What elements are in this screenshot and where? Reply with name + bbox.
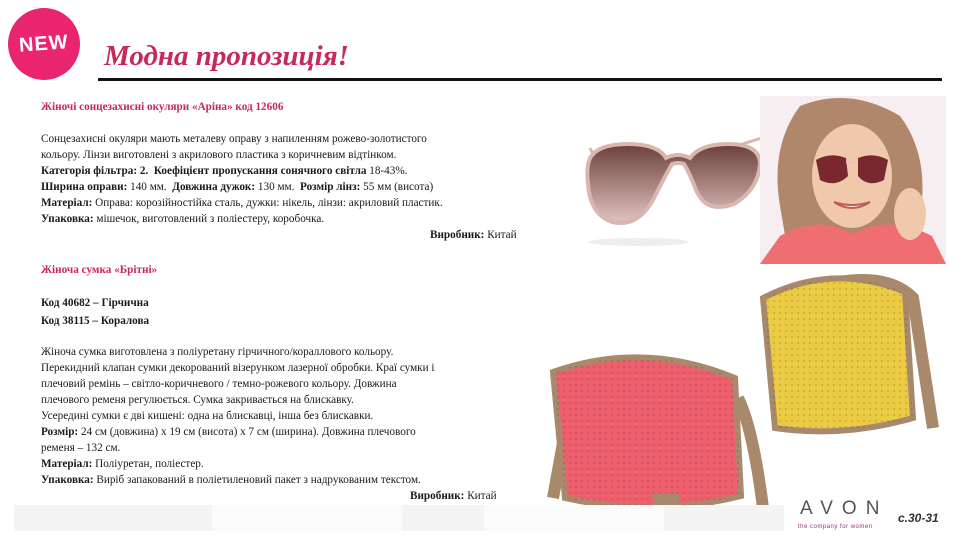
light-label: Коефіцієнт пропускання сонячного світла (153, 165, 367, 177)
avon-logo: AVON (800, 498, 889, 519)
new-badge-label: NEW (18, 30, 70, 57)
glasses-desc-line-1: Сонцезахисні окуляри мають металеву оправу з напиленням рожево-золотистого (41, 133, 427, 145)
bag-code-coral: Код 38115 – Коралова (41, 315, 150, 327)
glasses-pack-line (41, 212, 324, 228)
bag-maker-line (410, 489, 497, 505)
frame-width-value: 140 мм. (130, 181, 167, 193)
bag-code-mustard: Код 40682 – Гірчична (41, 297, 149, 309)
footer-bar-segment (212, 505, 402, 531)
filter-label: Категорія фільтра: 2. (41, 165, 149, 177)
lens-value: 55 мм (висота) (363, 181, 434, 193)
frame-width-label: Ширина оправи: (41, 181, 128, 193)
footer-bar-segment (484, 505, 664, 531)
glasses-maker-line (430, 228, 517, 244)
page-number: с.30-31 (898, 511, 939, 525)
model-photo (760, 96, 946, 264)
avon-tagline: the company for women (798, 524, 873, 530)
glasses-heading: Жіночі сонцезахисні окуляри «Аріна» код 12606 (41, 101, 284, 113)
bag-material-label: Матеріал: (41, 458, 93, 470)
bag-size-line-2: ременя – 132 см. (41, 442, 121, 454)
temple-label: Довжина дужок: (172, 181, 256, 193)
bag-desc-line-1: Жіноча сумка виготовлена з поліуретану гірчичного/кораллового кольору. (41, 346, 394, 358)
bag-desc-line-4: плечового ременя регулюється. Сумка закривається на блискавку. (41, 394, 354, 406)
bag-pack-value: Виріб запакований в поліетиленовий пакет з надрукованим текстом. (96, 474, 421, 486)
page-title: Модна пропозиція! (104, 40, 349, 72)
glasses-pack-label: Упаковка: (41, 213, 94, 225)
glasses-desc-line-2: кольору. Лінзи виготовлені з акрилового пластика з коричневим відтінком. (41, 149, 397, 161)
handbags-image (513, 268, 943, 520)
bag-material-value: Поліуретан, поліестер. (95, 458, 204, 470)
bag-size-label: Розмір: (41, 426, 79, 438)
bag-heading-part-1: Жіноча (41, 264, 79, 276)
glasses-material-label: Матеріал: (41, 197, 93, 209)
bag-maker-label: Виробник: (410, 490, 465, 502)
bag-pack-line (41, 473, 421, 489)
glasses-maker-value: Китай (487, 229, 517, 241)
bag-desc-line-2: Перекидний клапан сумки декорований візерунком лазерної обробки. Краї сумки і (41, 362, 435, 374)
bag-desc-line-3: плечовий ремінь – світло-коричневого / темно-рожевого кольору. Довжина (41, 378, 397, 390)
light-value: 18-43%. (369, 165, 408, 177)
bag-desc-line-5: Усередині сумки є дві кишені: одна на блискавці, інша без блискавки. (41, 410, 374, 422)
bag-size-value: 24 см (довжина) х 19 см (висота) х 7 см (ширина). Довжина плечового (80, 426, 416, 438)
footer-bar (14, 505, 784, 531)
bag-size-line (41, 425, 416, 441)
glasses-pack-value: мішечок, виготовлений з поліестеру, коробочка. (96, 213, 325, 225)
bag-heading (41, 263, 157, 279)
glasses-filter-line (41, 164, 407, 180)
bag-material-line (41, 457, 204, 473)
temple-value: 130 мм. (257, 181, 295, 193)
lens-label: Розмір лінз: (300, 181, 361, 193)
glasses-maker-label: Виробник: (430, 229, 485, 241)
new-badge (8, 8, 80, 80)
title-divider (98, 78, 942, 81)
bag-maker-value: Китай (467, 490, 497, 502)
sunglasses-image (578, 118, 773, 248)
bag-heading-part-2: сумка «Брітні» (81, 264, 158, 276)
bag-pack-label: Упаковка: (41, 474, 94, 486)
glasses-size-line (41, 180, 433, 196)
glasses-material-value: Оправа: корозійностійка сталь, дужки: нікель, лінзи: акриловий пластик. (95, 197, 443, 209)
glasses-material-line (41, 196, 443, 212)
